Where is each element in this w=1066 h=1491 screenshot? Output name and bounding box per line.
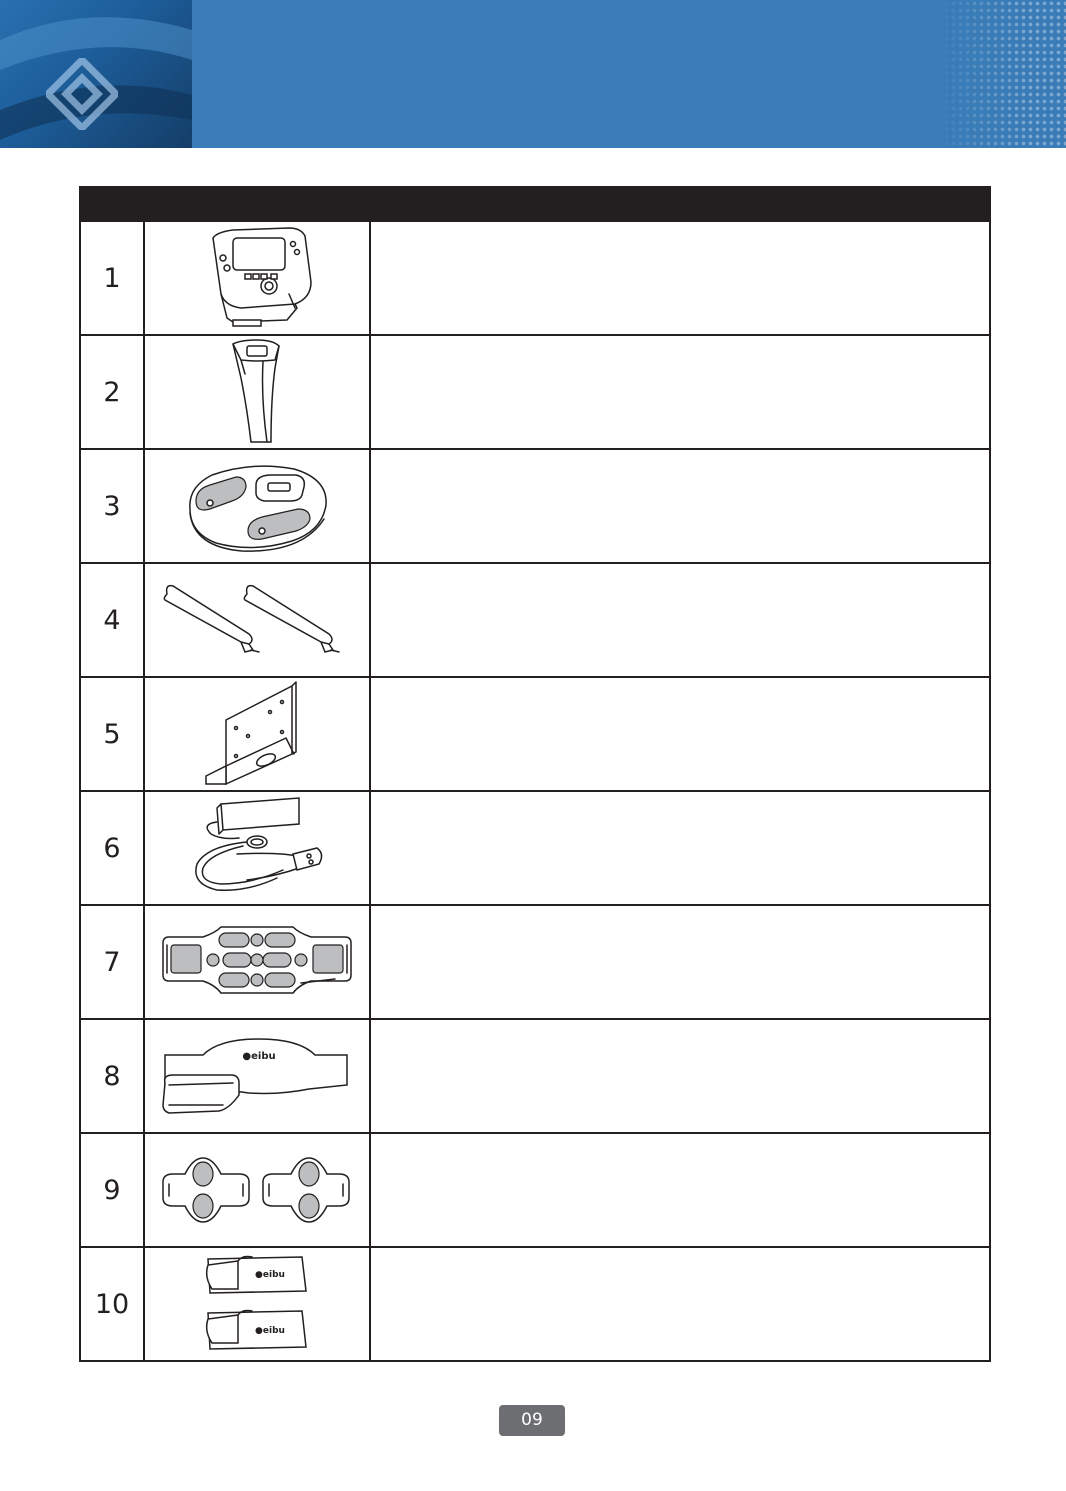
header-dot-pattern [936, 0, 1066, 148]
item-description [370, 221, 990, 335]
table-row [80, 905, 990, 1019]
item-number: 3 [80, 449, 144, 563]
electrode-belt-pad-icon [159, 923, 355, 1001]
item-image-cell [144, 563, 370, 677]
control-unit-icon [197, 224, 317, 332]
item-number: 2 [80, 335, 144, 449]
mounting-bracket-icon [202, 680, 312, 788]
header-cell-image [144, 187, 370, 221]
table-row [80, 1247, 990, 1361]
item-image-cell [144, 449, 370, 563]
small-pads-icon [159, 1154, 355, 1226]
item-number: 9 [80, 1133, 144, 1247]
table-row [80, 335, 990, 449]
strap-brand-text-bottom: ●eibu [255, 1326, 285, 1336]
item-description [370, 1247, 990, 1361]
item-description [370, 449, 990, 563]
item-image-cell [144, 1019, 370, 1133]
stand-column-icon [227, 338, 287, 446]
diamond-logo-icon [46, 58, 118, 130]
table-row [80, 1019, 990, 1133]
item-number: 10 [80, 1247, 144, 1361]
item-number: 7 [80, 905, 144, 1019]
table-row [80, 449, 990, 563]
table-row [80, 221, 990, 335]
table-row [80, 677, 990, 791]
item-number: 8 [80, 1019, 144, 1133]
item-number: 4 [80, 563, 144, 677]
item-image-cell [144, 335, 370, 449]
item-image-cell [144, 791, 370, 905]
item-description [370, 563, 990, 677]
item-description [370, 905, 990, 1019]
limb-straps-icon [202, 1251, 312, 1357]
item-description [370, 1133, 990, 1247]
strap-brand-text-top: ●eibu [255, 1270, 285, 1280]
item-image-cell [144, 1133, 370, 1247]
hand-electrodes-icon [159, 580, 355, 660]
table-header-row [80, 187, 990, 221]
item-image-cell [144, 221, 370, 335]
item-description [370, 335, 990, 449]
item-number: 6 [80, 791, 144, 905]
parts-table [79, 186, 991, 1362]
page-number: 09 [499, 1405, 565, 1436]
table-row [80, 563, 990, 677]
header-cell-number [80, 187, 144, 221]
foot-plate-icon [182, 457, 332, 555]
table-row [80, 791, 990, 905]
item-description [370, 1019, 990, 1133]
item-number: 1 [80, 221, 144, 335]
item-description [370, 791, 990, 905]
item-description [370, 677, 990, 791]
power-adapter-icon [187, 794, 327, 902]
table-row [80, 1133, 990, 1247]
item-image-cell [144, 677, 370, 791]
item-number: 5 [80, 677, 144, 791]
body-belt-icon [159, 1035, 355, 1117]
header-cell-description [370, 187, 990, 221]
item-image-cell [144, 1247, 370, 1361]
belt-brand-text: ●eibu [242, 1051, 276, 1062]
item-image-cell [144, 905, 370, 1019]
page-header [0, 0, 1066, 148]
